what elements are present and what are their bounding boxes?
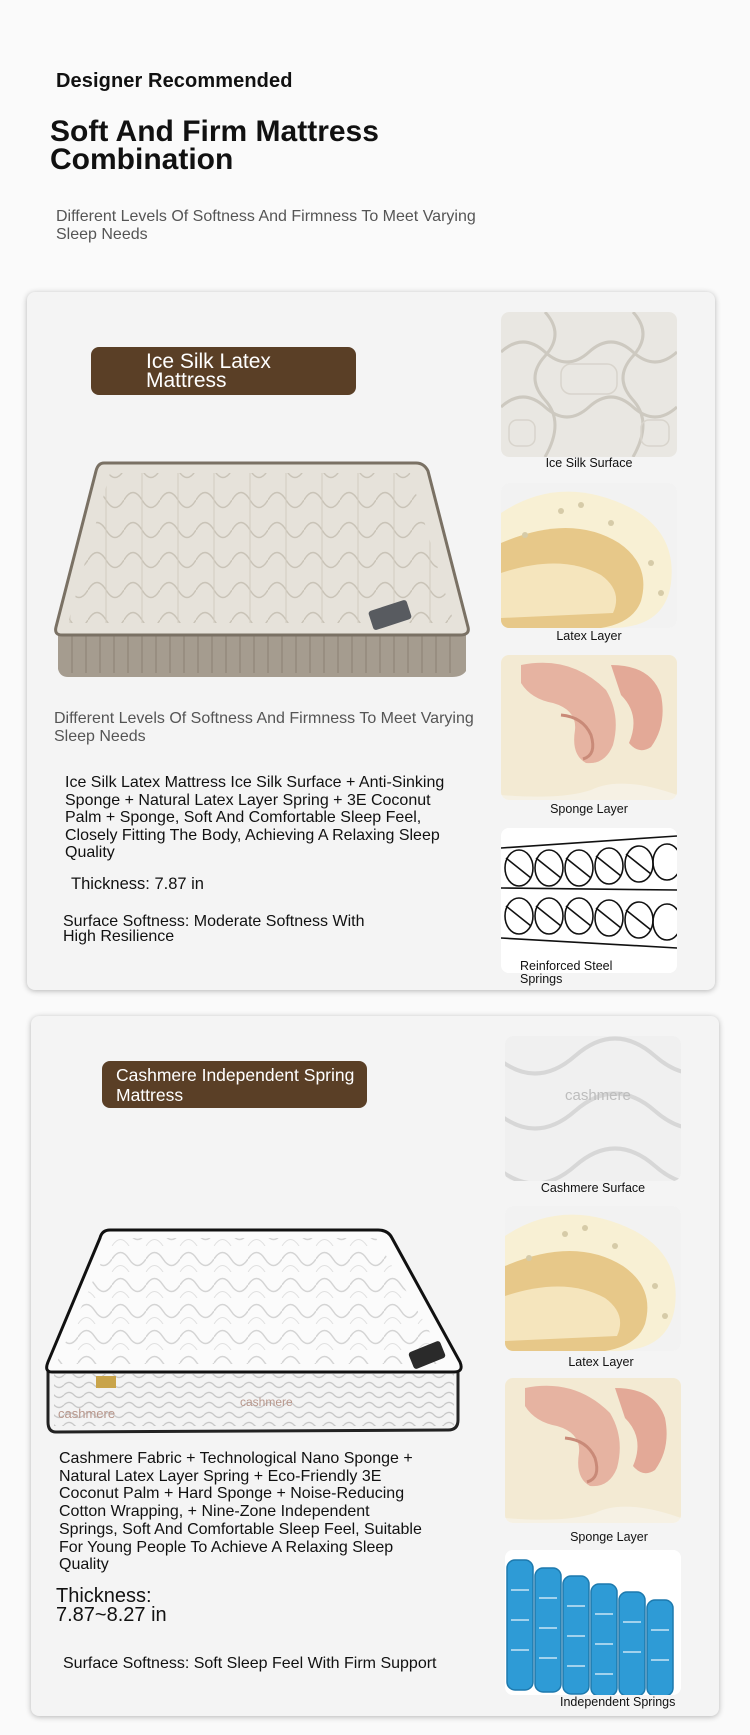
steel-springs-image [501, 828, 677, 973]
latex-roll-image [501, 483, 677, 628]
svg-text:cashmere: cashmere [240, 1395, 293, 1409]
sponge-press-image [505, 1378, 681, 1523]
ice-silk-surface-image [501, 312, 677, 457]
product-subtitle: Different Levels Of Softness And Firmness To Meet Varying Sleep Needs [54, 710, 474, 745]
page-subtitle: Different Levels Of Softness And Firmness To Meet Varying Sleep Needs [56, 208, 476, 243]
thickness-label: Thickness: 7.87~8.27 in [56, 1585, 167, 1626]
ice-silk-mattress-image [52, 455, 472, 695]
softness-label: Surface Softness: Soft Sleep Feel With Firm Support [63, 1655, 437, 1672]
eyebrow-title: Designer Recommended [56, 70, 293, 92]
product-tag-label: Ice Silk Latex Mattress [146, 350, 271, 392]
thickness-label: Thickness: 7.87 in [71, 875, 204, 893]
product-description: Cashmere Fabric + Technological Nano Sponge + Natural Latex Layer Spring + Eco-Friendly 3E Coconut Palm + Hard Sponge + Noise-Reducing Cotton Wrapping, + Nine-Zone Independent Springs, Soft And Comfortable Sleep Feel, Suitable For Young People To Achieve A Relaxing Sleep Quality [59, 1450, 422, 1574]
product-description: Ice Silk Latex Mattress Ice Silk Surface + Anti-Sinking Sponge + Natural Latex Layer Spring + 3E Coconut Palm + Sponge, Soft And Comfortable Sleep Feel, Closely Fitting The Body, Achieving A Relaxing Sleep Quality [65, 774, 445, 861]
sponge-press-image [501, 655, 677, 800]
latex-roll-image [505, 1206, 681, 1351]
svg-text:cashmere: cashmere [58, 1406, 116, 1421]
layer-caption: Latex Layer [568, 1355, 634, 1369]
svg-text:cashmere: cashmere [565, 1087, 631, 1104]
layer-caption: Sponge Layer [570, 1530, 648, 1544]
cashmere-mattress-image [44, 1220, 464, 1445]
layer-caption: Ice Silk Surface [545, 456, 633, 470]
softness-label: Surface Softness: Moderate Softness With High Resilience [63, 913, 365, 945]
layer-caption: Cashmere Surface [540, 1181, 646, 1195]
layer-caption: Independent Springs [560, 1695, 676, 1709]
product-tag [102, 1061, 367, 1108]
layer-caption: Sponge Layer [550, 802, 628, 816]
layer-caption: Reinforced Steel Springs [520, 959, 613, 986]
product-tag [91, 347, 356, 395]
pocket-springs-image [505, 1550, 681, 1695]
product-tag-label: Cashmere Independent Spring Mattress [116, 1065, 355, 1105]
layer-caption: Latex Layer [556, 629, 622, 643]
cashmere-surface-image [505, 1036, 681, 1181]
page-headline: Soft And Firm Mattress Combination [50, 115, 379, 176]
